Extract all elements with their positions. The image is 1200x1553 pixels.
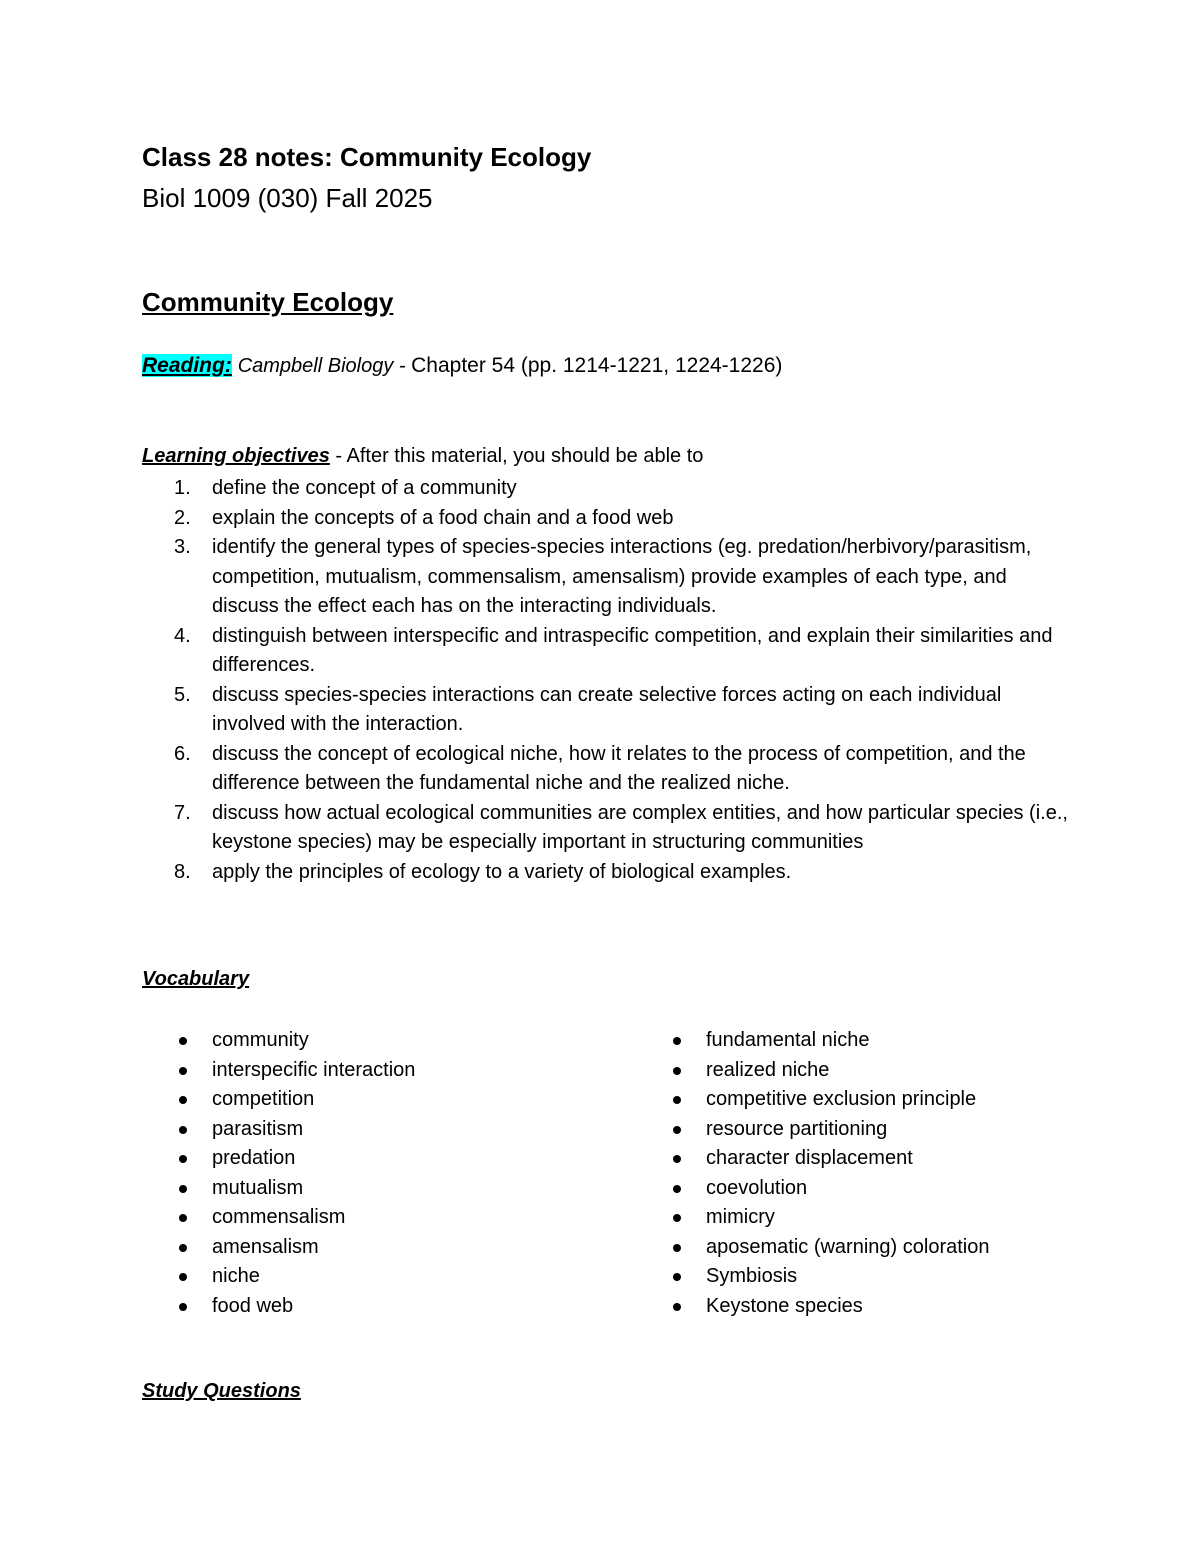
vocabulary-item [142,1233,415,1263]
objective-text: discuss species-species interactions can create selective forces acting on each individual involved with the interaction. [212,683,1002,735]
vocabulary-term: Symbiosis [706,1265,798,1287]
objective-number: 3. [174,536,191,558]
reading-separator: - [393,355,412,377]
objective-number: 8. [174,860,191,883]
vocabulary-term: mutualism [212,1176,304,1199]
vocabulary-item [636,1056,989,1086]
vocabulary-term: commensalism [212,1206,346,1228]
vocabulary-item [636,1174,989,1204]
bullet-icon [673,1096,681,1104]
bullet-icon [673,1303,681,1311]
objective-text: apply the principles of ecology to a variety of biological examples. [212,860,792,883]
study-questions-heading-text: Study Questions [142,1380,301,1402]
vocabulary-term: community [212,1029,309,1051]
objective-text: distinguish between interspecific and intraspecific competition, and explain their similarities and differences. [212,624,1053,676]
objective-item [142,740,1072,799]
bullet-icon [673,1273,681,1281]
vocabulary-term: aposematic (warning) coloration [706,1235,990,1258]
vocabulary-item [636,1026,989,1056]
vocabulary-term: competition [212,1088,315,1110]
objective-number: 7. [174,801,191,824]
objective-item [142,504,1072,534]
vocabulary-item [142,1174,415,1204]
vocabulary-item [636,1115,989,1145]
study-questions-heading [142,1380,301,1403]
vocabulary-term: coevolution [706,1176,808,1199]
objective-item [142,799,1072,858]
vocabulary-term: mimicry [706,1206,775,1228]
bullet-icon [179,1303,187,1311]
vocabulary-item [142,1144,415,1174]
vocabulary-item [636,1292,989,1322]
vocabulary-item [142,1262,415,1292]
vocabulary-term: fundamental niche [706,1029,870,1051]
bullet-icon [673,1037,681,1045]
bullet-icon [179,1067,187,1075]
objective-item [142,858,1072,888]
bullet-icon [673,1155,681,1163]
vocabulary-item [636,1262,989,1292]
section-heading: Community Ecology [142,287,394,317]
bullet-icon [179,1273,187,1281]
bullet-icon [673,1214,681,1222]
vocabulary-term: resource partitioning [706,1117,888,1140]
vocabulary-term: niche [212,1265,260,1287]
vocabulary-list-left [142,1026,415,1321]
vocabulary-term: food web [212,1294,294,1317]
vocabulary-list-right [636,1026,989,1321]
objective-number: 5. [174,683,191,706]
objective-number: 2. [174,506,191,529]
vocabulary-term: parasitism [212,1117,304,1140]
objectives-heading: Learning objectives [142,445,330,467]
bullet-icon [179,1214,187,1222]
vocabulary-item [636,1203,989,1233]
objective-number: 6. [174,742,191,765]
vocabulary-term: realized niche [706,1058,830,1081]
bullet-icon [673,1185,681,1193]
vocabulary-term: character displacement [706,1147,913,1169]
vocabulary-heading-text: Vocabulary [142,968,250,990]
bullet-icon [673,1126,681,1134]
objective-item [142,533,1072,622]
bullet-icon [179,1244,187,1252]
bullet-icon [179,1126,187,1134]
reading-details: Chapter 54 (pp. 1214-1221, 1224-1226) [411,354,783,377]
bullet-icon [179,1185,187,1193]
vocabulary-item [636,1085,989,1115]
vocabulary-term: amensalism [212,1235,319,1258]
bullet-icon [179,1037,187,1045]
reading-book-title: Campbell Biology [237,355,394,377]
objectives-intro-line [142,445,703,468]
objective-item [142,681,1072,740]
bullet-icon [673,1067,681,1075]
vocabulary-item [636,1233,989,1263]
vocabulary-term: competitive exclusion principle [706,1088,977,1110]
vocabulary-term: predation [212,1147,296,1169]
objective-number: 4. [174,624,191,647]
objective-item [142,474,1072,504]
vocabulary-item [142,1115,415,1145]
vocabulary-item [142,1292,415,1322]
vocabulary-item [142,1056,415,1086]
vocabulary-item [636,1144,989,1174]
vocabulary-item [142,1026,415,1056]
objective-text: discuss how actual ecological communities are complex entities, and how particular species (i.e., keystone species) may be especially important in structuring communities [212,801,1068,853]
objectives-list [142,474,1072,887]
bullet-icon [179,1155,187,1163]
vocabulary-heading [142,968,249,991]
objective-text: explain the concepts of a food chain and a food web [212,506,674,529]
bullet-icon [179,1096,187,1104]
page-title: Class 28 notes: Community Ecology [142,142,592,172]
objectives-intro: - After this material, you should be able to [329,445,704,467]
course-subtitle: Biol 1009 (030) Fall 2025 [142,183,433,213]
objective-item [142,622,1072,681]
vocabulary-item [142,1203,415,1233]
vocabulary-term: Keystone species [706,1294,863,1317]
objective-text: discuss the concept of ecological niche, how it relates to the process of competition, and the difference between the fundamental niche and the realized niche. [212,742,1026,794]
reading-label: Reading: [142,354,232,377]
objective-text: define the concept of a community [212,477,517,499]
vocabulary-item [142,1085,415,1115]
objective-text: identify the general types of species-species interactions (eg. predation/herbivory/parasitism, competition, mutualism, commensalism, amensalism) provide examples of each type, and discuss the effect each has on the interacting individuals. [212,536,1032,617]
objective-number: 1. [174,477,191,499]
vocabulary-term: interspecific interaction [212,1058,416,1081]
reading-line [142,354,782,378]
bullet-icon [673,1244,681,1252]
